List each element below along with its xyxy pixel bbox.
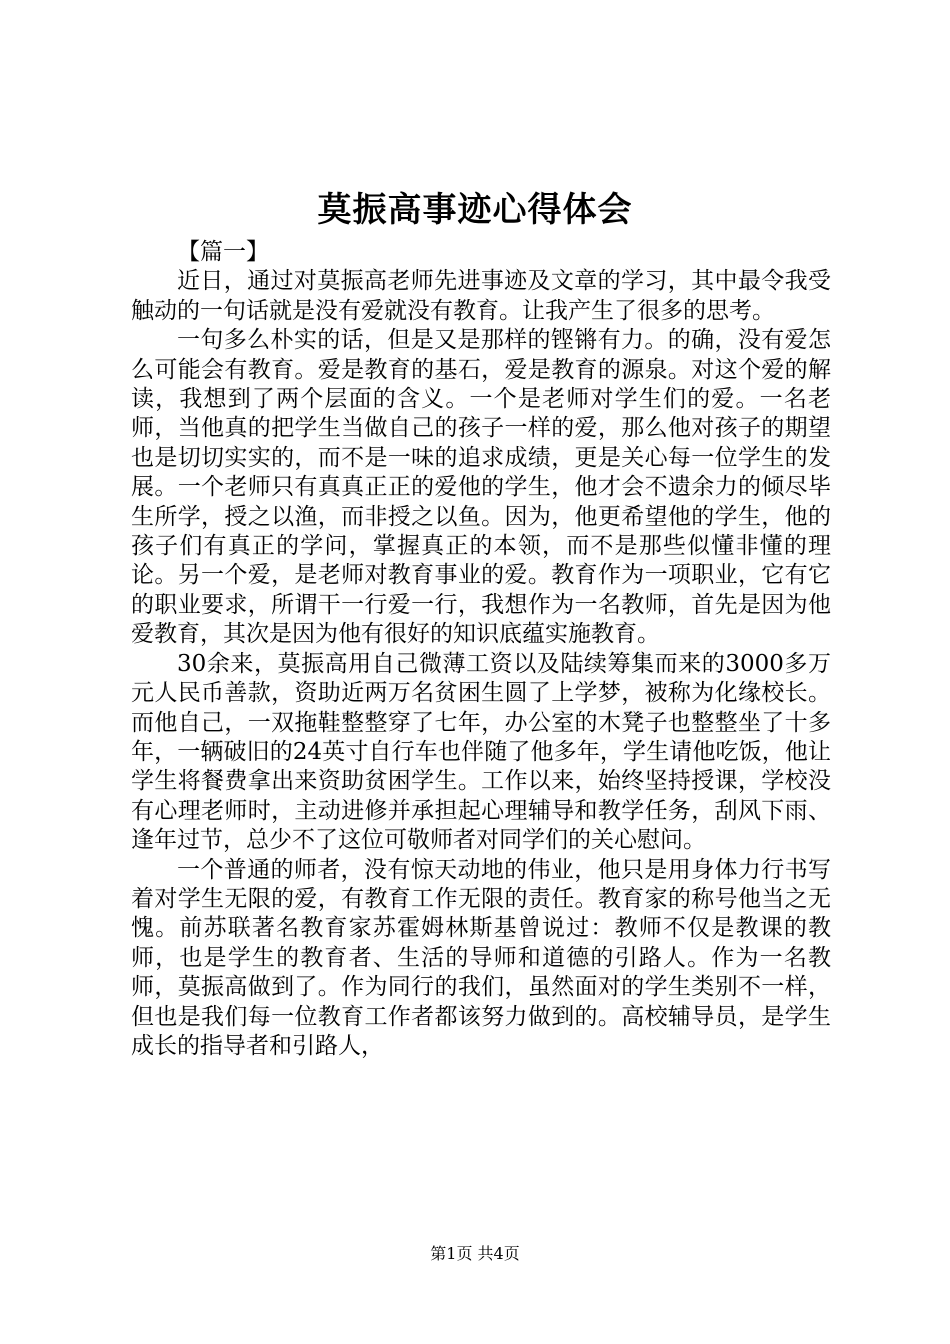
document-title: 莫振高事迹心得体会 xyxy=(317,190,633,230)
body-paragraph-1: 近日，通过对莫振高老师先进事迹及文章的学习，其中最令我受触动的一句话就是没有爱就没有教育。让我产生了很多的思考。 xyxy=(131,268,831,324)
body-paragraph-3: 30余来，莫振高用自己微薄工资以及陆续筹集而来的3000多万元人民币善款，资助近两万名贫困生圆了上学梦，被称为化缘校长。而他自己，一双拖鞋整整穿了七年，办公室的木凳子也整整坐了十多年，一辆破旧的24英寸自行车也伴随了他多年，学生请他吃饭，他让学生将餐费拿出来资助贫困学生。工作以来，始终坚持授课，学校没有心理老师时，主动进修并承担起心理辅导和教学任务，刮风下雨、逢年过节，总少不了这位可敬师者对同学们的关心慰问。 xyxy=(131,650,831,854)
page-number-footer: 第1页 共4页 xyxy=(430,1244,520,1263)
document-body xyxy=(131,238,831,1061)
section-label: 【篇一】 xyxy=(177,239,269,265)
body-paragraph-4: 一个普通的师者，没有惊天动地的伟业，他只是用身体力行书写着对学生无限的爱，有教育工作无限的责任。教育家的称号他当之无愧。前苏联著名教育家苏霍姆林斯基曾说过：教师不仅是教课的教师，也是学生的教育者、生活的导师和道德的引路人。作为一名教师，莫振高做到了。作为同行的我们，虽然面对的学生类别不一样，但也是我们每一位教育工作者都该努力做到的。高校辅导员，是学生成长的指导者和引路人， xyxy=(131,856,831,1059)
body-paragraph-2: 一句多么朴实的话，但是又是那样的铿锵有力。的确，没有爱怎么可能会有教育。爱是教育的基石，爱是教育的源泉。对这个爱的解读，我想到了两个层面的含义。一个是老师对学生们的爱。一名老师，当他真的把学生当做自己的孩子一样的爱，那么他对孩子的期望也是切切实实的，而不是一味的追求成绩，更是关心每一位学生的发展。一个老师只有真真正正的爱他的学生，他才会不遗余力的倾尽毕生所学，授之以渔，而非授之以鱼。因为，他更希望他的学生，他的孩子们有真正的学问，掌握真正的本领，而不是那些似懂非懂的理论。另一个爱，是老师对教育事业的爱。教育作为一项职业，它有它的职业要求，所谓干一行爱一行，我想作为一名教师，首先是因为他爱教育，其次是因为他有很好的知识底蕴实施教育。 xyxy=(131,327,831,648)
